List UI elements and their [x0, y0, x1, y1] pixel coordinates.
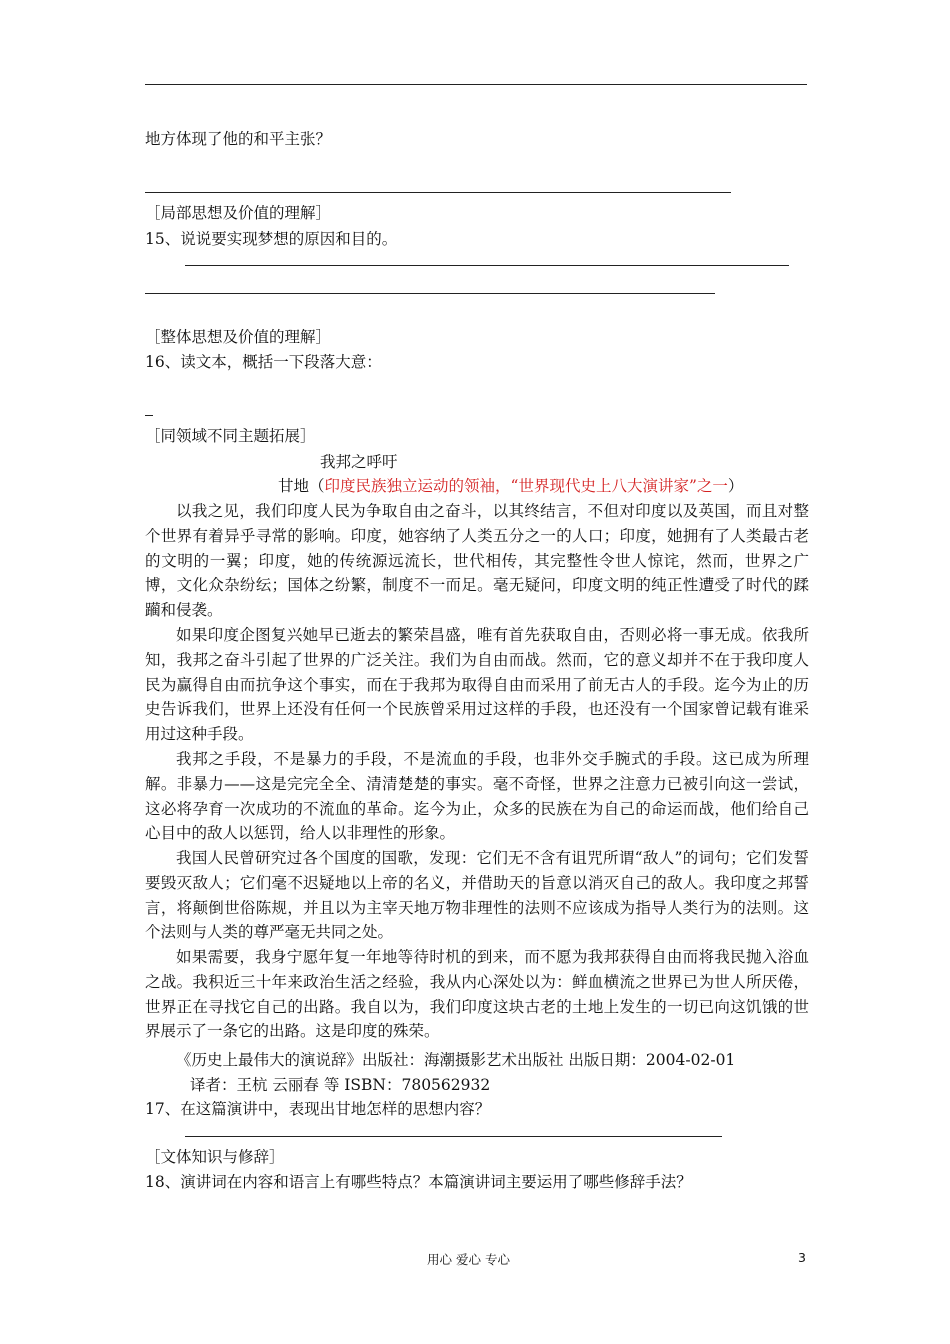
answer-line — [145, 293, 715, 294]
question-17: 17、在这篇演讲中，表现出甘地怎样的思想内容？ — [145, 1100, 491, 1118]
speech-paragraph-5: 如果需要，我身宁愿年复一年地等待时机的到来，而不愿为我邦获得自由而将我民抛入浴血之战。我积近三十年来政治生活之经验，我从内心深处以为：鲜血横流之世界已为世人所厌倦，世界正在寻找它自己的出路。我自以为，我们印度这块古老的土地上发生的一切已向这饥饿的世界展示了一条它的出路。这是印度的殊荣。 — [145, 948, 809, 1041]
answer-line-stub — [145, 415, 153, 416]
source-citation: 《历史上最伟大的演说辞》出版社：海潮摄影艺术出版社 出版日期：2004-02-01 — [176, 1051, 736, 1069]
answer-line — [185, 1136, 722, 1137]
answer-line — [145, 84, 807, 85]
section-heading-extend: ［同领域不同主题拓展］ — [145, 427, 316, 445]
speech-title: 我邦之呼吁 — [320, 453, 398, 471]
translator-line: 译者：王杭 云丽春 等 ISBN：780562932 — [190, 1076, 491, 1094]
section-heading-style: ［文体知识与修辞］ — [145, 1148, 285, 1166]
question-18: 18、演讲词在内容和语言上有哪些特点？本篇演讲词主要运用了哪些修辞手法？ — [145, 1173, 692, 1191]
speech-author: 甘地（印度民族独立运动的领袖，“世界现代史上八大演讲家”之一） — [278, 477, 744, 495]
section-heading-local: ［局部思想及价值的理解］ — [145, 204, 332, 222]
speech-paragraph-4: 我国人民曾研究过各个国度的国歌，发现：它们无不含有诅咒所谓“敌人”的词句；它们发誓要毁灭敌人；它们毫不迟疑地以上帝的名义，并借助天的旨意以消灭自己的敌人。我印度之邦誓言，将颠倒世俗陈规，并且以为主宰天地万物非理性的法则不应该成为指导人类行为的法则。这个法则与人类的尊严毫无共同之处。 — [145, 849, 809, 942]
section-heading-whole: ［整体思想及价值的理解］ — [145, 328, 332, 346]
question-14-tail: 地方体现了他的和平主张？ — [145, 130, 332, 148]
answer-line — [145, 192, 731, 193]
speech-paragraph-2: 如果印度企图复兴她早已逝去的繁荣昌盛，唯有首先获取自由，否则必将一事无成。依我所知，我邦之奋斗引起了世界的广泛关注。我们为自由而战。然而，它的意义却并不在于我印度人民为赢得自由而抗争这个事实，而在于我邦为取得自由而采用了前无古人的手段。迄今为止的历史告诉我们，世界上还没有任何一个民族曾采用过这样的手段，也还没有一个国家曾记载有谁采用过这种手段。 — [145, 626, 809, 744]
footer-motto: 用心 爱心 专心 — [427, 1252, 510, 1267]
question-15: 15、说说要实现梦想的原因和目的。 — [145, 230, 398, 248]
speech-paragraph-3: 我邦之手段，不是暴力的手段，不是流血的手段，也非外交手腕式的手段。这已成为所理解。非暴力——这是完完全全、清清楚楚的事实。毫不奇怪，世界之注意力已被引向这一尝试，这必将孕育一次成功的不流血的革命。迄今为止，众多的民族在为自己的命运而战，他们给自己心目中的敌人以惩罚，给人以非理性的形象。 — [145, 750, 809, 843]
speech-paragraph-1: 以我之见，我们印度人民为争取自由之奋斗，以其终结言，不但对印度以及英国，而且对整个世界有着异乎寻常的影响。印度，她容纳了人类五分之一的人口；印度，她拥有了人类最古老的文明的一翼；印度，她的传统源远流长，世代相传，其完整性令世人惊诧，然而，世界之广博，文化众杂纷纭；国体之纷繁，制度不一而足。毫无疑问，印度文明的纯正性遭受了时代的蹂躏和侵袭。 — [145, 502, 809, 620]
answer-line — [185, 265, 789, 266]
question-16: 16、读文本，概括一下段落大意： — [145, 353, 382, 371]
author-description: 印度民族独立运动的领袖，“世界现代史上八大演讲家”之一 — [324, 477, 728, 495]
page-number: 3 — [798, 1250, 806, 1265]
